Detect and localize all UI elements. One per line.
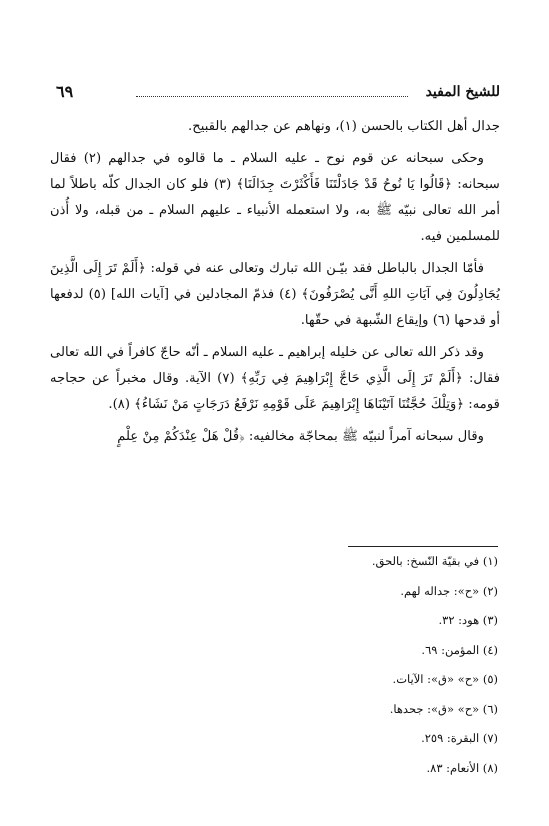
footnote: (٨) الأنعام: ٨٣. [426, 760, 498, 775]
footnote: (٧) البقرة: ٢٥٩. [421, 731, 498, 745]
footnote: (١) في بقيّة النّسخ: بالحق. [371, 554, 498, 568]
footnotes [58, 554, 498, 790]
footnote: (٢) «ح»: جداله لهم. [400, 583, 498, 598]
page-number: ٦٩ [56, 82, 74, 101]
paragraph: فأمّا الجدال بالباطل فقد بيّـن الله تبارك وتعالى عنه في قوله: ﴿أَلَمْ تَرَ إِلَى الَّذِينَ يُجَادِلُونَ فِي آيَاتِ اللهِ أَنَّى يُصْرَفُونَ﴾ (٤) فذمّ المجادلين في [آيات الله] (٥) لدفعها أو قدحها (٦) وإيقاع الشّبهة في حقّها. [50, 261, 500, 328]
footnote: (٣) هود: ٣٢. [438, 613, 498, 627]
footnote: (٤) المؤمن: ٦٩. [421, 642, 498, 657]
paragraph: وقال سبحانه آمراً لنبيّه ﷺ بمحاجّة مخالفيه: ﴿قُلْ هَلْ عِنْدَكُمْ مِنْ عِلْمٍ [117, 429, 484, 444]
running-header [56, 84, 500, 106]
paragraph: وحكى سبحانه عن قوم نوح ـ عليه السلام ـ ما قالوه في جدالهم (٢) فقال سبحانه: ﴿قَالُوا يَا نُوحُ قَدْ جَادَلْتَنَا فَأَكْثَرْتَ جِدَالَنَا﴾ (٣) فلو كان الجدال كلّه باطلاً لما أمر الله تعالى نبيّه ﷺ به، ولا استعمله الأنبياء ـ عليهم السلام ـ من قبله، ولا أُذن للمسلمين فيه. [50, 151, 500, 244]
main-text [50, 114, 500, 456]
paragraph: وقد ذكر الله تعالى عن خليله إبراهيم ـ عليه السلام ـ أنّه حاجّ كافراً في الله تعالى فقال: ﴿أَلَمْ تَرَ إِلَى الَّذِي حَاجَّ إِبْرَاهِيمَ فِي رَبِّهِ﴾ (٧) الآية. وقال مخبراً عن حجاجه قومه: ﴿وَتِلْكَ حُجَّتُنَا آتَيْنَاهَا إِبْرَاهِيمَ عَلَى قَوْمِهِ نَرْفَعُ دَرَجَاتٍ مَنْ نَشَاءُ﴾ (٨). [50, 345, 501, 412]
footnote: (٦) «ح» «ق»: جحدها. [389, 701, 498, 716]
paragraph: جدال أهل الكتاب بالحسن (١)، ونهاهم عن جدالهم بالقبيح. [188, 119, 500, 134]
header-leader-dots [136, 96, 408, 97]
footnote-separator [348, 546, 498, 547]
running-title: للشيخ المفيد [425, 84, 500, 100]
footnote: (٥) «ح» «ق»: الآيات. [392, 672, 498, 686]
